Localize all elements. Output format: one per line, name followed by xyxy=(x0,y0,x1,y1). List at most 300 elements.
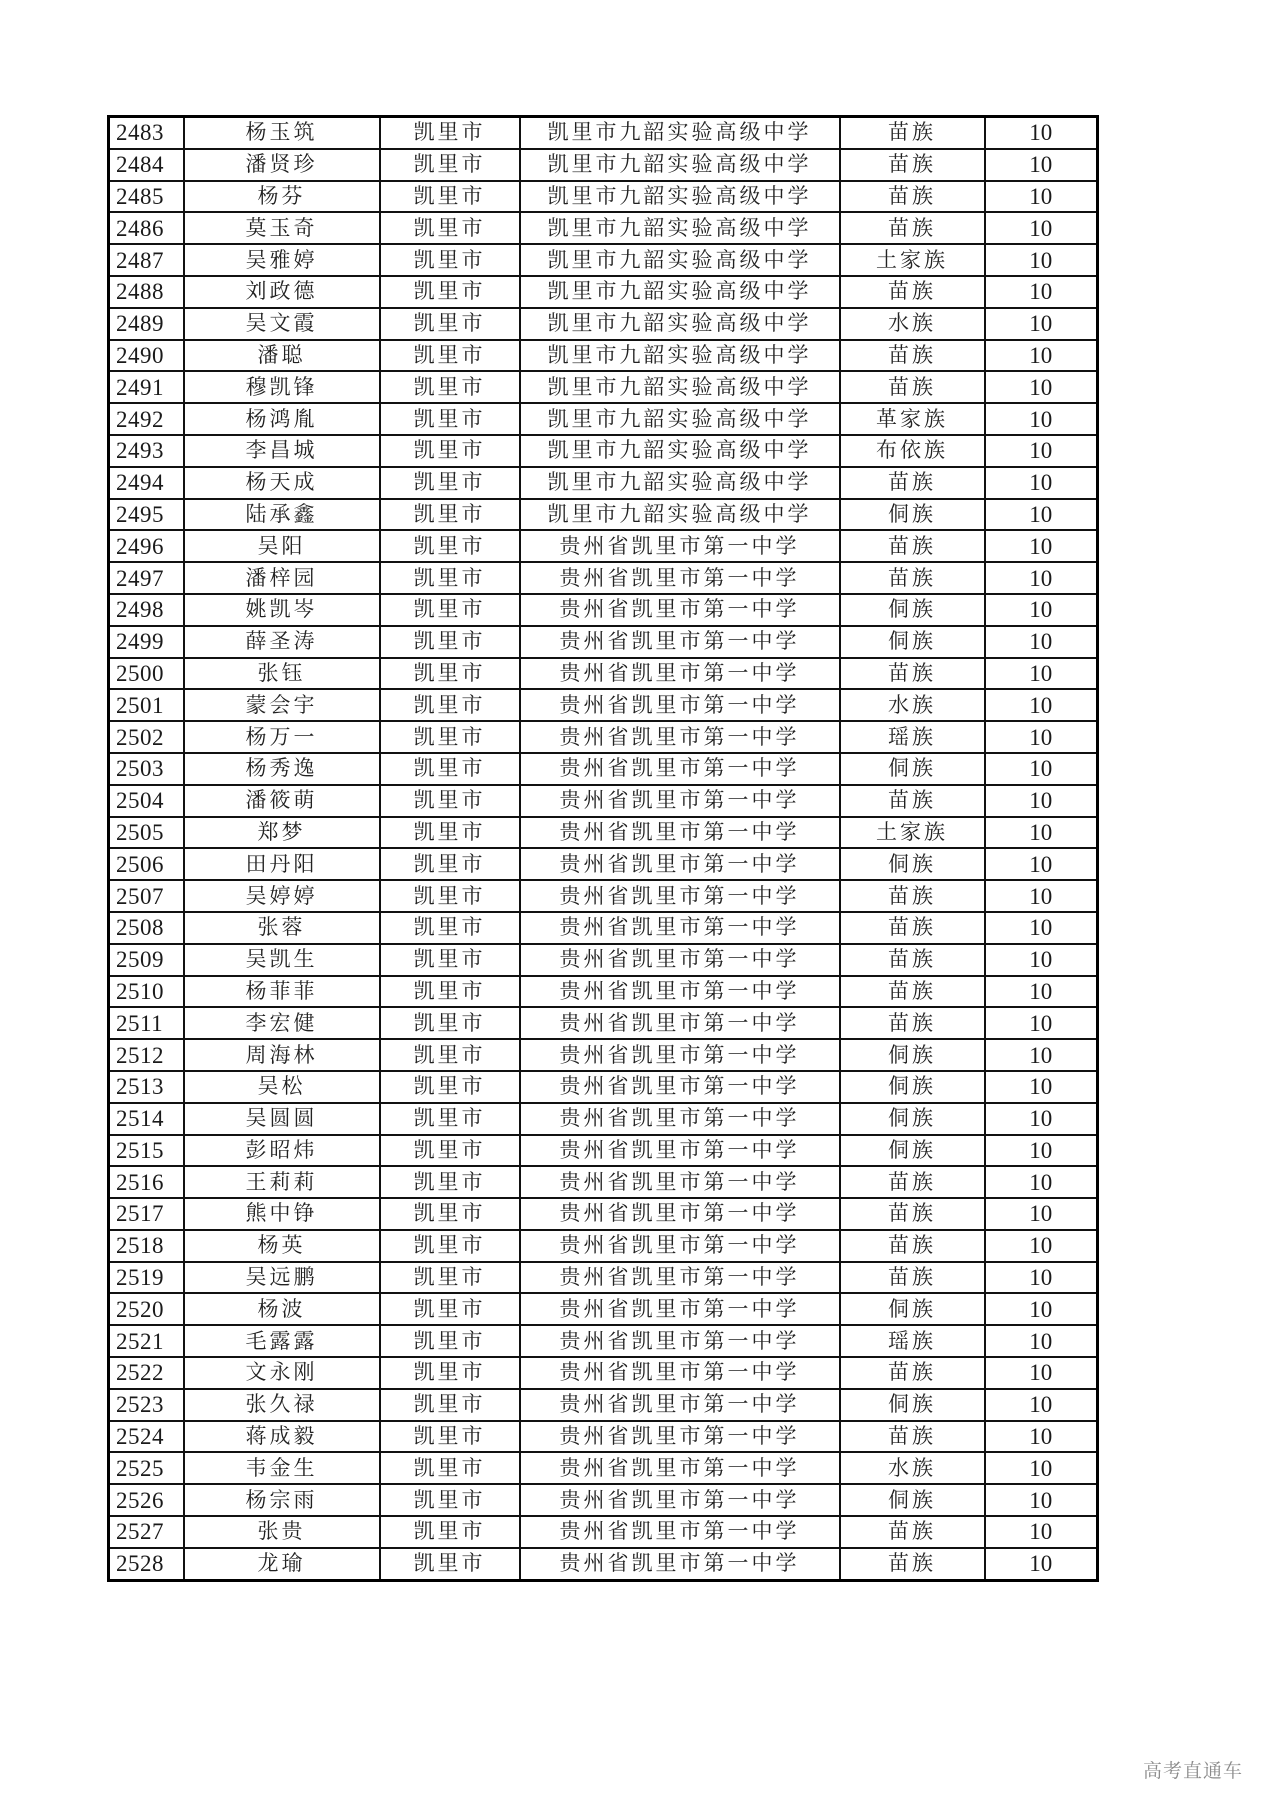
school-cell: 凯里市九韶实验高级中学 xyxy=(520,499,840,531)
student-roster-table xyxy=(107,115,1099,1582)
school-cell: 凯里市九韶实验高级中学 xyxy=(520,181,840,213)
bonus-score-cell: 10 xyxy=(985,181,1098,213)
student-name-cell: 吴婷婷 xyxy=(184,880,380,912)
city-cell: 凯里市 xyxy=(380,912,520,944)
row-number-cell: 2507 xyxy=(109,880,184,912)
table-row xyxy=(109,181,1098,213)
table-row xyxy=(109,1452,1098,1484)
city-cell: 凯里市 xyxy=(380,785,520,817)
student-name-cell: 杨宗雨 xyxy=(184,1484,380,1516)
ethnicity-cell: 苗族 xyxy=(840,1007,985,1039)
row-number-cell: 2519 xyxy=(109,1262,184,1294)
row-number-cell: 2515 xyxy=(109,1135,184,1167)
bonus-score-cell: 10 xyxy=(985,499,1098,531)
table-row xyxy=(109,1389,1098,1421)
table-row xyxy=(109,371,1098,403)
student-name-cell: 杨万一 xyxy=(184,721,380,753)
city-cell: 凯里市 xyxy=(380,117,520,149)
row-number-cell: 2510 xyxy=(109,976,184,1008)
row-number-cell: 2492 xyxy=(109,403,184,435)
school-cell: 贵州省凯里市第一中学 xyxy=(520,785,840,817)
school-cell: 凯里市九韶实验高级中学 xyxy=(520,435,840,467)
city-cell: 凯里市 xyxy=(380,976,520,1008)
table-row xyxy=(109,594,1098,626)
city-cell: 凯里市 xyxy=(380,1389,520,1421)
row-number-cell: 2517 xyxy=(109,1198,184,1230)
watermark-text: 高考直通车 xyxy=(1143,1760,1244,1782)
ethnicity-cell: 苗族 xyxy=(840,530,985,562)
city-cell: 凯里市 xyxy=(380,1548,520,1580)
ethnicity-cell: 苗族 xyxy=(840,1548,985,1580)
table-row xyxy=(109,1293,1098,1325)
school-cell: 贵州省凯里市第一中学 xyxy=(520,880,840,912)
ethnicity-cell: 瑶族 xyxy=(840,1325,985,1357)
ethnicity-cell: 苗族 xyxy=(840,658,985,690)
city-cell: 凯里市 xyxy=(380,1421,520,1453)
school-cell: 贵州省凯里市第一中学 xyxy=(520,1007,840,1039)
city-cell: 凯里市 xyxy=(380,276,520,308)
bonus-score-cell: 10 xyxy=(985,117,1098,149)
city-cell: 凯里市 xyxy=(380,1071,520,1103)
city-cell: 凯里市 xyxy=(380,244,520,276)
bonus-score-cell: 10 xyxy=(985,467,1098,499)
ethnicity-cell: 苗族 xyxy=(840,181,985,213)
row-number-cell: 2528 xyxy=(109,1548,184,1580)
bonus-score-cell: 10 xyxy=(985,753,1098,785)
row-number-cell: 2491 xyxy=(109,371,184,403)
student-name-cell: 吴文霞 xyxy=(184,308,380,340)
school-cell: 凯里市九韶实验高级中学 xyxy=(520,371,840,403)
ethnicity-cell: 侗族 xyxy=(840,848,985,880)
row-number-cell: 2489 xyxy=(109,308,184,340)
city-cell: 凯里市 xyxy=(380,1135,520,1167)
row-number-cell: 2486 xyxy=(109,212,184,244)
table-row xyxy=(109,1357,1098,1389)
school-cell: 贵州省凯里市第一中学 xyxy=(520,1357,840,1389)
school-cell: 凯里市九韶实验高级中学 xyxy=(520,117,840,149)
row-number-cell: 2523 xyxy=(109,1389,184,1421)
table-row xyxy=(109,721,1098,753)
table-row xyxy=(109,117,1098,149)
bonus-score-cell: 10 xyxy=(985,276,1098,308)
table-row xyxy=(109,1548,1098,1580)
row-number-cell: 2497 xyxy=(109,562,184,594)
school-cell: 凯里市九韶实验高级中学 xyxy=(520,212,840,244)
city-cell: 凯里市 xyxy=(380,1103,520,1135)
city-cell: 凯里市 xyxy=(380,562,520,594)
ethnicity-cell: 苗族 xyxy=(840,467,985,499)
table-row xyxy=(109,212,1098,244)
student-name-cell: 毛露露 xyxy=(184,1325,380,1357)
table-row xyxy=(109,1039,1098,1071)
ethnicity-cell: 苗族 xyxy=(840,976,985,1008)
table-row xyxy=(109,848,1098,880)
row-number-cell: 2500 xyxy=(109,658,184,690)
bonus-score-cell: 10 xyxy=(985,1516,1098,1548)
student-name-cell: 周海林 xyxy=(184,1039,380,1071)
bonus-score-cell: 10 xyxy=(985,1484,1098,1516)
city-cell: 凯里市 xyxy=(380,1484,520,1516)
student-name-cell: 张贵 xyxy=(184,1516,380,1548)
row-number-cell: 2504 xyxy=(109,785,184,817)
row-number-cell: 2516 xyxy=(109,1166,184,1198)
city-cell: 凯里市 xyxy=(380,1007,520,1039)
school-cell: 贵州省凯里市第一中学 xyxy=(520,976,840,1008)
city-cell: 凯里市 xyxy=(380,626,520,658)
city-cell: 凯里市 xyxy=(380,1452,520,1484)
student-name-cell: 吴松 xyxy=(184,1071,380,1103)
ethnicity-cell: 苗族 xyxy=(840,880,985,912)
ethnicity-cell: 侗族 xyxy=(840,753,985,785)
school-cell: 贵州省凯里市第一中学 xyxy=(520,1039,840,1071)
table-row xyxy=(109,149,1098,181)
school-cell: 贵州省凯里市第一中学 xyxy=(520,1071,840,1103)
bonus-score-cell: 10 xyxy=(985,785,1098,817)
row-number-cell: 2490 xyxy=(109,340,184,372)
row-number-cell: 2506 xyxy=(109,848,184,880)
student-name-cell: 潘聪 xyxy=(184,340,380,372)
student-name-cell: 彭昭炜 xyxy=(184,1135,380,1167)
ethnicity-cell: 革家族 xyxy=(840,403,985,435)
ethnicity-cell: 苗族 xyxy=(840,1357,985,1389)
city-cell: 凯里市 xyxy=(380,212,520,244)
bonus-score-cell: 10 xyxy=(985,562,1098,594)
school-cell: 凯里市九韶实验高级中学 xyxy=(520,149,840,181)
ethnicity-cell: 布依族 xyxy=(840,435,985,467)
bonus-score-cell: 10 xyxy=(985,689,1098,721)
row-number-cell: 2485 xyxy=(109,181,184,213)
student-name-cell: 李昌城 xyxy=(184,435,380,467)
student-name-cell: 陆承鑫 xyxy=(184,499,380,531)
table-row xyxy=(109,817,1098,849)
student-name-cell: 张蓉 xyxy=(184,912,380,944)
table-row xyxy=(109,276,1098,308)
student-name-cell: 杨玉筑 xyxy=(184,117,380,149)
bonus-score-cell: 10 xyxy=(985,1293,1098,1325)
school-cell: 贵州省凯里市第一中学 xyxy=(520,1198,840,1230)
school-cell: 贵州省凯里市第一中学 xyxy=(520,1421,840,1453)
row-number-cell: 2499 xyxy=(109,626,184,658)
school-cell: 贵州省凯里市第一中学 xyxy=(520,817,840,849)
ethnicity-cell: 苗族 xyxy=(840,562,985,594)
bonus-score-cell: 10 xyxy=(985,1135,1098,1167)
ethnicity-cell: 侗族 xyxy=(840,1071,985,1103)
student-name-cell: 刘政德 xyxy=(184,276,380,308)
ethnicity-cell: 侗族 xyxy=(840,1039,985,1071)
school-cell: 贵州省凯里市第一中学 xyxy=(520,848,840,880)
student-name-cell: 田丹阳 xyxy=(184,848,380,880)
ethnicity-cell: 水族 xyxy=(840,308,985,340)
student-name-cell: 吴阳 xyxy=(184,530,380,562)
city-cell: 凯里市 xyxy=(380,1230,520,1262)
school-cell: 贵州省凯里市第一中学 xyxy=(520,1548,840,1580)
row-number-cell: 2502 xyxy=(109,721,184,753)
row-number-cell: 2508 xyxy=(109,912,184,944)
school-cell: 贵州省凯里市第一中学 xyxy=(520,1484,840,1516)
city-cell: 凯里市 xyxy=(380,149,520,181)
school-cell: 贵州省凯里市第一中学 xyxy=(520,1230,840,1262)
student-name-cell: 杨芬 xyxy=(184,181,380,213)
table-row xyxy=(109,403,1098,435)
bonus-score-cell: 10 xyxy=(985,1039,1098,1071)
row-number-cell: 2522 xyxy=(109,1357,184,1389)
table-row xyxy=(109,244,1098,276)
bonus-score-cell: 10 xyxy=(985,817,1098,849)
ethnicity-cell: 侗族 xyxy=(840,1484,985,1516)
table-row xyxy=(109,1103,1098,1135)
student-name-cell: 杨英 xyxy=(184,1230,380,1262)
city-cell: 凯里市 xyxy=(380,499,520,531)
bonus-score-cell: 10 xyxy=(985,1421,1098,1453)
table-row xyxy=(109,912,1098,944)
table-row xyxy=(109,1166,1098,1198)
row-number-cell: 2518 xyxy=(109,1230,184,1262)
city-cell: 凯里市 xyxy=(380,1325,520,1357)
student-name-cell: 杨天成 xyxy=(184,467,380,499)
table-row xyxy=(109,1516,1098,1548)
school-cell: 贵州省凯里市第一中学 xyxy=(520,1135,840,1167)
row-number-cell: 2514 xyxy=(109,1103,184,1135)
roster-body xyxy=(109,117,1098,1581)
school-cell: 贵州省凯里市第一中学 xyxy=(520,944,840,976)
school-cell: 凯里市九韶实验高级中学 xyxy=(520,340,840,372)
row-number-cell: 2493 xyxy=(109,435,184,467)
row-number-cell: 2509 xyxy=(109,944,184,976)
bonus-score-cell: 10 xyxy=(985,403,1098,435)
bonus-score-cell: 10 xyxy=(985,530,1098,562)
bonus-score-cell: 10 xyxy=(985,1230,1098,1262)
ethnicity-cell: 苗族 xyxy=(840,1166,985,1198)
city-cell: 凯里市 xyxy=(380,689,520,721)
school-cell: 贵州省凯里市第一中学 xyxy=(520,1262,840,1294)
school-cell: 凯里市九韶实验高级中学 xyxy=(520,403,840,435)
row-number-cell: 2526 xyxy=(109,1484,184,1516)
city-cell: 凯里市 xyxy=(380,1198,520,1230)
ethnicity-cell: 瑶族 xyxy=(840,721,985,753)
bonus-score-cell: 10 xyxy=(985,1071,1098,1103)
student-name-cell: 杨秀逸 xyxy=(184,753,380,785)
table-row xyxy=(109,467,1098,499)
student-name-cell: 潘贤珍 xyxy=(184,149,380,181)
row-number-cell: 2495 xyxy=(109,499,184,531)
student-name-cell: 吴远鹏 xyxy=(184,1262,380,1294)
bonus-score-cell: 10 xyxy=(985,244,1098,276)
table-row xyxy=(109,1262,1098,1294)
row-number-cell: 2487 xyxy=(109,244,184,276)
row-number-cell: 2524 xyxy=(109,1421,184,1453)
student-name-cell: 蒙会宇 xyxy=(184,689,380,721)
row-number-cell: 2494 xyxy=(109,467,184,499)
city-cell: 凯里市 xyxy=(380,308,520,340)
row-number-cell: 2525 xyxy=(109,1452,184,1484)
ethnicity-cell: 苗族 xyxy=(840,1230,985,1262)
school-cell: 贵州省凯里市第一中学 xyxy=(520,912,840,944)
school-cell: 贵州省凯里市第一中学 xyxy=(520,753,840,785)
ethnicity-cell: 土家族 xyxy=(840,244,985,276)
school-cell: 贵州省凯里市第一中学 xyxy=(520,530,840,562)
table-row xyxy=(109,976,1098,1008)
student-name-cell: 吴圆圆 xyxy=(184,1103,380,1135)
ethnicity-cell: 侗族 xyxy=(840,626,985,658)
bonus-score-cell: 10 xyxy=(985,1007,1098,1039)
student-name-cell: 张钰 xyxy=(184,658,380,690)
ethnicity-cell: 苗族 xyxy=(840,212,985,244)
table-row xyxy=(109,1071,1098,1103)
row-number-cell: 2511 xyxy=(109,1007,184,1039)
school-cell: 凯里市九韶实验高级中学 xyxy=(520,276,840,308)
row-number-cell: 2483 xyxy=(109,117,184,149)
row-number-cell: 2501 xyxy=(109,689,184,721)
table-row xyxy=(109,1135,1098,1167)
ethnicity-cell: 苗族 xyxy=(840,1198,985,1230)
ethnicity-cell: 苗族 xyxy=(840,371,985,403)
table-row xyxy=(109,1230,1098,1262)
ethnicity-cell: 水族 xyxy=(840,689,985,721)
ethnicity-cell: 苗族 xyxy=(840,340,985,372)
student-name-cell: 王莉莉 xyxy=(184,1166,380,1198)
bonus-score-cell: 10 xyxy=(985,308,1098,340)
row-number-cell: 2520 xyxy=(109,1293,184,1325)
city-cell: 凯里市 xyxy=(380,594,520,626)
ethnicity-cell: 苗族 xyxy=(840,1516,985,1548)
bonus-score-cell: 10 xyxy=(985,721,1098,753)
table-row xyxy=(109,1198,1098,1230)
row-number-cell: 2498 xyxy=(109,594,184,626)
table-row xyxy=(109,753,1098,785)
ethnicity-cell: 侗族 xyxy=(840,499,985,531)
bonus-score-cell: 10 xyxy=(985,594,1098,626)
city-cell: 凯里市 xyxy=(380,530,520,562)
row-number-cell: 2484 xyxy=(109,149,184,181)
city-cell: 凯里市 xyxy=(380,848,520,880)
bonus-score-cell: 10 xyxy=(985,1166,1098,1198)
city-cell: 凯里市 xyxy=(380,817,520,849)
row-number-cell: 2512 xyxy=(109,1039,184,1071)
school-cell: 贵州省凯里市第一中学 xyxy=(520,1293,840,1325)
row-number-cell: 2496 xyxy=(109,530,184,562)
student-name-cell: 杨鸿胤 xyxy=(184,403,380,435)
ethnicity-cell: 侗族 xyxy=(840,1103,985,1135)
ethnicity-cell: 苗族 xyxy=(840,1262,985,1294)
table-row xyxy=(109,1484,1098,1516)
bonus-score-cell: 10 xyxy=(985,1452,1098,1484)
city-cell: 凯里市 xyxy=(380,340,520,372)
city-cell: 凯里市 xyxy=(380,880,520,912)
school-cell: 贵州省凯里市第一中学 xyxy=(520,1103,840,1135)
ethnicity-cell: 苗族 xyxy=(840,785,985,817)
bonus-score-cell: 10 xyxy=(985,1548,1098,1580)
bonus-score-cell: 10 xyxy=(985,1262,1098,1294)
bonus-score-cell: 10 xyxy=(985,1198,1098,1230)
table-row xyxy=(109,1007,1098,1039)
city-cell: 凯里市 xyxy=(380,1039,520,1071)
student-name-cell: 吴雅婷 xyxy=(184,244,380,276)
student-name-cell: 潘梓园 xyxy=(184,562,380,594)
city-cell: 凯里市 xyxy=(380,721,520,753)
student-name-cell: 蒋成毅 xyxy=(184,1421,380,1453)
table-row xyxy=(109,1325,1098,1357)
bonus-score-cell: 10 xyxy=(985,340,1098,372)
school-cell: 凯里市九韶实验高级中学 xyxy=(520,467,840,499)
ethnicity-cell: 苗族 xyxy=(840,276,985,308)
bonus-score-cell: 10 xyxy=(985,149,1098,181)
school-cell: 贵州省凯里市第一中学 xyxy=(520,721,840,753)
bonus-score-cell: 10 xyxy=(985,1357,1098,1389)
student-name-cell: 李宏健 xyxy=(184,1007,380,1039)
school-cell: 贵州省凯里市第一中学 xyxy=(520,1452,840,1484)
student-name-cell: 文永刚 xyxy=(184,1357,380,1389)
school-cell: 贵州省凯里市第一中学 xyxy=(520,689,840,721)
ethnicity-cell: 土家族 xyxy=(840,817,985,849)
bonus-score-cell: 10 xyxy=(985,912,1098,944)
student-name-cell: 龙瑜 xyxy=(184,1548,380,1580)
school-cell: 贵州省凯里市第一中学 xyxy=(520,1516,840,1548)
school-cell: 贵州省凯里市第一中学 xyxy=(520,1166,840,1198)
student-name-cell: 姚凯岑 xyxy=(184,594,380,626)
student-name-cell: 吴凯生 xyxy=(184,944,380,976)
school-cell: 凯里市九韶实验高级中学 xyxy=(520,244,840,276)
table-row xyxy=(109,530,1098,562)
ethnicity-cell: 侗族 xyxy=(840,594,985,626)
ethnicity-cell: 苗族 xyxy=(840,944,985,976)
bonus-score-cell: 10 xyxy=(985,1389,1098,1421)
bonus-score-cell: 10 xyxy=(985,435,1098,467)
student-name-cell: 薛圣涛 xyxy=(184,626,380,658)
table-row xyxy=(109,308,1098,340)
table-row xyxy=(109,785,1098,817)
school-cell: 贵州省凯里市第一中学 xyxy=(520,562,840,594)
student-name-cell: 韦金生 xyxy=(184,1452,380,1484)
table-row xyxy=(109,562,1098,594)
city-cell: 凯里市 xyxy=(380,753,520,785)
ethnicity-cell: 苗族 xyxy=(840,117,985,149)
bonus-score-cell: 10 xyxy=(985,944,1098,976)
city-cell: 凯里市 xyxy=(380,1166,520,1198)
school-cell: 贵州省凯里市第一中学 xyxy=(520,658,840,690)
student-name-cell: 潘筱萌 xyxy=(184,785,380,817)
row-number-cell: 2488 xyxy=(109,276,184,308)
bonus-score-cell: 10 xyxy=(985,1103,1098,1135)
school-cell: 贵州省凯里市第一中学 xyxy=(520,1325,840,1357)
ethnicity-cell: 侗族 xyxy=(840,1389,985,1421)
city-cell: 凯里市 xyxy=(380,403,520,435)
bonus-score-cell: 10 xyxy=(985,371,1098,403)
row-number-cell: 2513 xyxy=(109,1071,184,1103)
city-cell: 凯里市 xyxy=(380,435,520,467)
ethnicity-cell: 侗族 xyxy=(840,1293,985,1325)
table-row xyxy=(109,340,1098,372)
student-name-cell: 莫玉奇 xyxy=(184,212,380,244)
city-cell: 凯里市 xyxy=(380,1262,520,1294)
table-row xyxy=(109,658,1098,690)
city-cell: 凯里市 xyxy=(380,1293,520,1325)
bonus-score-cell: 10 xyxy=(985,1325,1098,1357)
student-name-cell: 穆凯锋 xyxy=(184,371,380,403)
ethnicity-cell: 苗族 xyxy=(840,912,985,944)
city-cell: 凯里市 xyxy=(380,371,520,403)
bonus-score-cell: 10 xyxy=(985,658,1098,690)
table-row xyxy=(109,944,1098,976)
row-number-cell: 2521 xyxy=(109,1325,184,1357)
city-cell: 凯里市 xyxy=(380,181,520,213)
row-number-cell: 2503 xyxy=(109,753,184,785)
student-name-cell: 杨菲菲 xyxy=(184,976,380,1008)
student-name-cell: 杨波 xyxy=(184,1293,380,1325)
bonus-score-cell: 10 xyxy=(985,212,1098,244)
table-row xyxy=(109,689,1098,721)
student-name-cell: 张久禄 xyxy=(184,1389,380,1421)
bonus-score-cell: 10 xyxy=(985,976,1098,1008)
